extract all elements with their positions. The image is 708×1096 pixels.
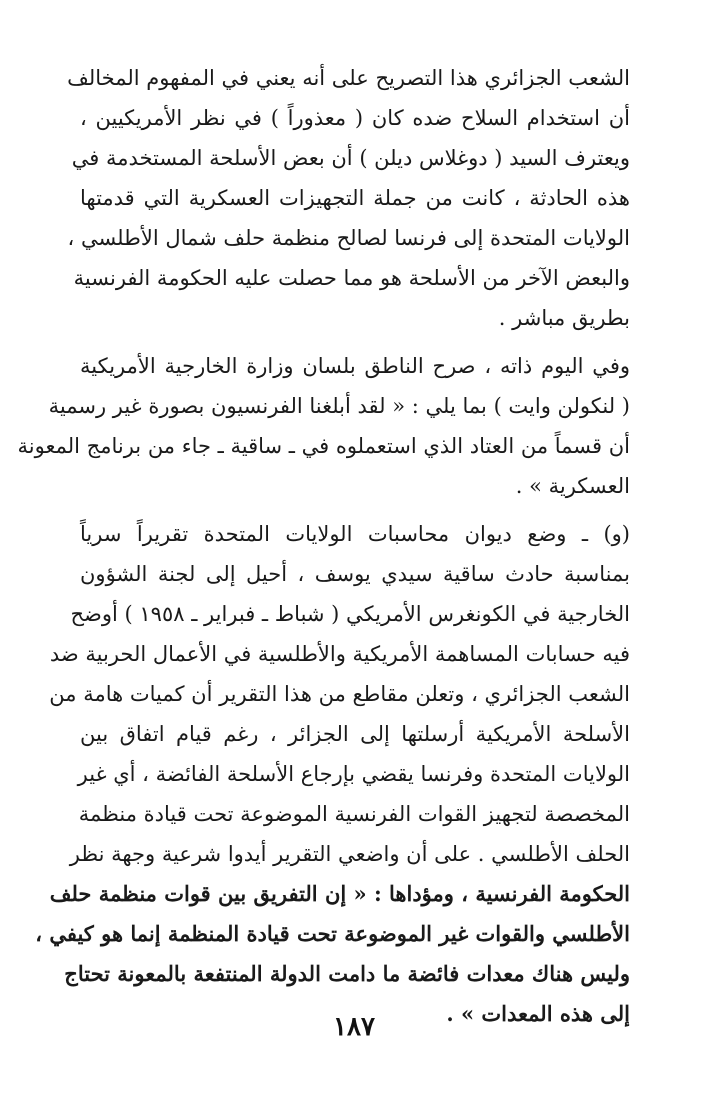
quoted-text-line: إلى هذه المعدات » .	[446, 1001, 630, 1026]
text-line: بمناسبة حادث ساقية سيدي يوسف ، أحيل إلى لجنة الشؤون	[80, 562, 630, 586]
paragraph-spacer	[80, 506, 630, 514]
text-line: الحلف الأطلسي . على أن واضعي التقرير أيدوا شرعية وجهة نظر	[69, 842, 630, 866]
text-line: العسكرية » .	[515, 474, 630, 498]
text-line: أن استخدام السلاح ضده كان ( معذوراً ) في نظر الأمريكيين ،	[80, 106, 630, 130]
paragraph-2	[17, 346, 630, 506]
paragraph-3	[35, 514, 630, 1034]
text-line: الولايات المتحدة إلى فرنسا لصالح منظمة حلف شمال الأطلسي ،	[67, 226, 630, 250]
text-line: أن قسماً من العتاد الذي استعملوه في ـ ساقية ـ جاء من برنامج المعونة	[17, 434, 630, 458]
text-line: الشعب الجزائري هذا التصريح على أنه يعني في المفهوم المخالف	[67, 66, 630, 90]
quoted-text-line: وليس هناك معدات فائضة ما دامت الدولة المنتفعة بالمعونة تحتاج	[64, 961, 630, 986]
text-line: الخارجية في الكونغرس الأمريكي ( شباط ـ فبراير ـ ١٩٥٨ ) أوضح	[70, 602, 630, 626]
text-line: هذه الحادثة ، كانت من جملة التجهيزات العسكرية التي قدمتها	[80, 186, 630, 210]
text-line: الشعب الجزائري ، وتعلن مقاطع من هذا التقرير أن كميات هامة من	[49, 682, 630, 706]
text-line: بطريق مباشر .	[498, 306, 630, 330]
text-line: والبعض الآخر من الأسلحة هو مما حصلت عليه الحكومة الفرنسية	[73, 266, 630, 290]
text-line: المخصصة لتجهيز القوات الفرنسية الموضوعة تحت قيادة منظمة	[78, 802, 630, 826]
text-line: فيه حسابات المساهمة الأمريكية والأطلسية في الأعمال الحربية ضد	[49, 642, 630, 666]
text-line: الأسلحة الأمريكية أرسلتها إلى الجزائر ، رغم قيام اتفاق بين	[80, 722, 630, 746]
text-line: وفي اليوم ذاته ، صرح الناطق بلسان وزارة الخارجية الأمريكية	[80, 354, 630, 378]
text-line: الولايات المتحدة وفرنسا يقضي بإرجاع الأسلحة الفائضة ، أي غير	[77, 762, 630, 786]
paragraph-spacer	[80, 338, 630, 346]
text-line: ويعترف السيد ( دوغلاس ديلن ) أن بعض الأسلحة المستخدمة في	[71, 146, 630, 170]
quoted-text-line: الأطلسي والقوات غير الموضوعة تحت قيادة المنظمة إنما هو كيفي ،	[35, 921, 630, 946]
quoted-text-line: الحكومة الفرنسية ، ومؤداها : « إن التفريق بين قوات منظمة حلف	[49, 881, 630, 906]
text-line: (و) ـ وضع ديوان محاسبات الولايات المتحدة تقريراً سرياً	[80, 522, 630, 546]
body-text	[17, 58, 630, 1034]
text-line: ( لنكولن وايت ) بما يلي : « لقد أبلغنا الفرنسيون بصورة غير رسمية	[48, 394, 630, 418]
paragraph-1	[67, 58, 630, 338]
page-number: ١٨٧	[333, 1012, 375, 1042]
